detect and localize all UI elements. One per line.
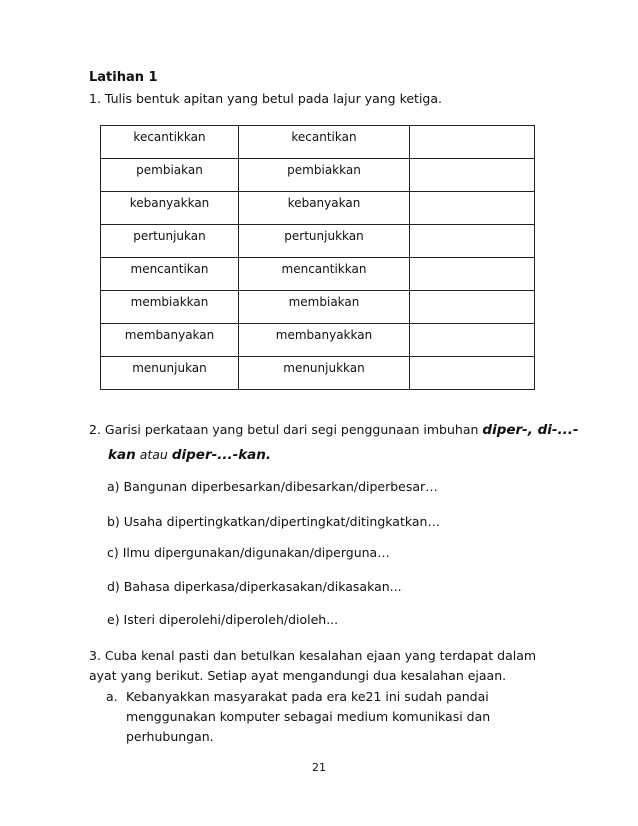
connector-word: atau [139, 447, 168, 462]
item-label: a. [106, 689, 118, 704]
table-cell: pertunjukkan [284, 229, 364, 243]
question-2-continued [108, 447, 271, 463]
exercise-heading: Latihan 1 [89, 70, 158, 85]
answer-cell [410, 357, 534, 361]
table-cell: kebanyakan [287, 196, 361, 210]
table-cell: membiakan [288, 295, 360, 309]
table-cell: kecantikkan [133, 130, 206, 144]
answer-cell [410, 291, 534, 295]
answer-cell [410, 324, 534, 328]
option-e: e) Isteri diperolehi/diperoleh/dioleh... [107, 612, 339, 627]
table-cell: pertunjukan [133, 229, 206, 243]
answer-cell [410, 159, 534, 163]
table-row [101, 126, 535, 159]
answer-cell [410, 225, 534, 229]
affix-diper-di: diper-, di-...- [482, 422, 579, 438]
table-row [101, 291, 535, 324]
table-row [101, 192, 535, 225]
word-table [100, 125, 535, 390]
table-row [101, 225, 535, 258]
table-cell: membiakkan [130, 295, 209, 309]
affix-diper-kan: diper-...-kan. [171, 447, 272, 463]
question-2-lead: 2. Garisi perkataan yang betul dari segi penggunaan imbuhan [89, 422, 479, 437]
table-cell: menunjukan [132, 361, 207, 375]
table-row [101, 324, 535, 357]
item-text: Kebanyakkan masyarakat pada era ke21 ini sudah pandai menggunakan komputer sebagai medium komunikasi dan perhubungan. [126, 689, 491, 744]
table-row [101, 258, 535, 291]
table-cell: kebanyakkan [129, 196, 210, 210]
question-2 [89, 422, 579, 438]
option-b: b) Usaha dipertingkatkan/dipertingkat/ditingkatkan… [107, 514, 440, 529]
option-d: d) Bahasa diperkasa/diperkasakan/dikasakan... [107, 579, 402, 594]
answer-cell [410, 126, 534, 130]
table-cell: membanyakan [124, 328, 215, 342]
option-c: c) Ilmu dipergunakan/digunakan/diperguna… [107, 545, 390, 560]
question-1: 1. Tulis bentuk apitan yang betul pada lajur yang ketiga. [89, 91, 442, 106]
table-cell: mencantikkan [281, 262, 367, 276]
table-cell: pembiakkan [287, 163, 361, 177]
option-a: a) Bangunan diperbesarkan/dibesarkan/diperbesar… [107, 479, 438, 494]
table-row [101, 357, 535, 390]
affix-kan: kan [108, 447, 136, 463]
table-cell: menunjukkan [283, 361, 365, 375]
page-number: 21 [312, 761, 326, 774]
table-cell: mencantikan [130, 262, 209, 276]
table-cell: kecantikan [291, 130, 357, 144]
answer-cell [410, 192, 534, 196]
question-3: 3. Cuba kenal pasti dan betulkan kesalahan ejaan yang terdapat dalam ayat yang berikut. Setiap ayat mengandungi dua kesalahan ejaan. [89, 648, 537, 683]
table-cell: pembiakan [136, 163, 203, 177]
table-cell: membanyakkan [275, 328, 373, 342]
answer-cell [410, 258, 534, 262]
table-row [101, 159, 535, 192]
